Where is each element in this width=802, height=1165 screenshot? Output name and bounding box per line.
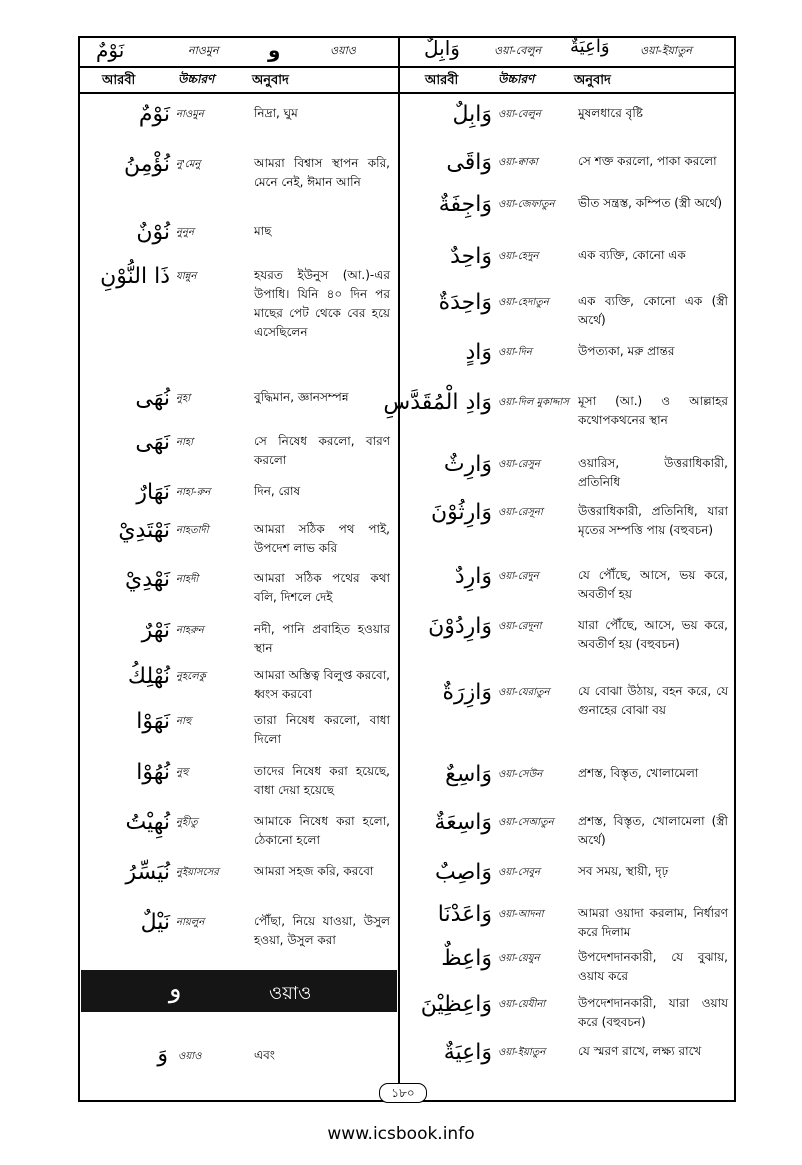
translit: ওয়া-রেসূনা [498,507,543,518]
meaning: আমরা সহজ করি, করবো [254,864,374,878]
translit: ওয়া-য়েযীনা [498,999,546,1010]
meaning: এক ব্যক্তি, কোনো এক [578,248,686,262]
arabic-word: نُوْنٌ [136,220,170,245]
arabic-word: نَوْمٌ [138,102,170,127]
translit: ওয়া-বেলুন [498,109,541,120]
arabic-word: وَارِدٌ [454,564,492,589]
translit: নাহা [176,437,194,448]
arabic-word: وَاسِعٌ [445,762,492,787]
meaning: প্রশস্ত, বিস্তৃত, খোলামেলা [578,766,699,780]
col-head-arabic-right: আরবী [425,73,459,88]
meaning: বুদ্ধিমান, জ্ঞানসম্পন্ন [254,390,349,404]
arabic-word: وَاسِعَةٌ [434,810,492,835]
arabic-word: نُؤْمِنُ [123,152,170,177]
arabic-word: وَادِ الْمُقَدَّسِ [383,390,492,415]
arabic-word: وَادٍ [465,340,492,365]
meaning: মাছ [254,224,272,238]
meaning: সব সময়, স্থায়ী, দৃঢ় [578,864,669,878]
header-left-letter: و [268,38,281,62]
arabic-word: نَيْلٌ [140,910,170,935]
meaning: আমাকে নিষেধ করা হলো, ঠেকানো হলো [254,814,390,847]
arabic-word: وَاعِظِيْنَ [420,992,492,1017]
arabic-word: نَهَوْا [136,709,170,734]
translit: নুনুন [176,227,194,238]
meaning: নদী, পানি প্রবাহিত হওয়ার স্থান [254,622,390,655]
meaning: উপদেশদানকারী, যারা ওয়ায করে (বহুবচন) [578,996,728,1029]
section-letter: و [169,974,182,1004]
translit: নাওমুন [176,109,204,120]
translit: ওয়া-দিল মুকাদ্দাস [498,397,569,408]
meaning: উত্তরাধিকারী, প্রতিনিধি, যারা মৃতের সম্পত্তি পায় (বহুবচন) [578,504,728,537]
translit: নুহু [176,767,189,778]
arabic-word: وَارِثُوْنَ [430,500,492,525]
arabic-word: نُهِيْتُ [125,810,170,835]
column-divider [398,36,400,1102]
meaning: দিন, রোষ [254,484,301,498]
translit: ওয়া-আদনা [498,909,544,920]
col-head-pron-right: উচ্চারণ [498,72,535,86]
col-head-trans-right: অনুবাদ [574,73,611,88]
translit: ওয়া-যেরাতুন [498,687,550,698]
meaning: আমরা অস্তিত্ব বিলুপ্ত করবো, ধ্বংস করবো [254,668,390,701]
section-name: ওয়াও [269,983,312,1004]
translit: ওয়া-জেফাতুন [498,199,555,210]
arabic-word: وَاجِفَةٌ [438,192,492,217]
translit: নু'মেনু [176,159,201,170]
header-left-translit: নাওমুন [188,44,219,57]
header-right-translit-1: ওয়া-বেলুন [494,44,542,57]
meaning: সে শক্ত করলো, পাকা করলো [578,154,717,168]
meaning: মূসা (আ.) ও আল্লাহর কথোপকথনের স্থান [578,394,728,427]
meaning: আমরা ওয়াদা করলাম, নির্ধারণ করে দিলাম [578,906,728,939]
translit: ওয়া-দিন [498,347,532,358]
footer-url: www.icsbook.info [327,1124,475,1144]
meaning: এক ব্যক্তি, কোনো এক (স্ত্রী অর্থে) [578,294,728,327]
col-head-pron-left: উচ্চারণ [178,72,215,86]
arabic-word: وَاحِدٌ [450,244,492,269]
translit: ওয়া-ইয়াতুন [498,1047,546,1058]
meaning: যারা পৌঁছে, আসে, ভয় করে, অবতীর্ণ হয় (বহুবচন) [578,618,728,651]
translit: নুহীতু [176,817,198,828]
arabic-word: نَهْدِيْ [124,567,170,592]
header-left-arabic: نَوْمٌ [96,38,125,62]
translit: ওয়াও [178,1051,202,1062]
section-band-waw [81,970,397,1012]
arabic-word: وَاصِبٌ [434,860,492,885]
translit: নাহদী [176,574,199,585]
translit: ওয়া-হেদুন [498,251,539,262]
translit: ওয়া-সেআতুন [498,817,554,828]
translit: নুহা [176,393,191,404]
header-right-arabic-1: وَابِلٌ [424,36,460,60]
meaning: যে পৌঁছে, আসে, ভয় করে, অবতীর্ণ হয় [578,568,728,601]
translit: নুইয়াসসের [176,867,219,878]
translit: ওয়া-রেদূনা [498,621,542,632]
arabic-word: وَاحِدَةٌ [438,290,492,315]
meaning: হযরত ইউনুস (আ.)-এর উপাধি। যিনি ৪০ দিন পর মাছের পেট থেকে বের হয়ে এসেছিলেন [254,268,390,339]
meaning: তারা নিষেধ করলো, বাধা দিলো [254,713,390,746]
arabic-word: وَاعَدْنَا [437,902,492,927]
arabic-word: نُهَى [135,386,170,411]
meaning: ওয়ারিস, উত্তরাধিকারী, প্রতিনিধি [578,456,728,489]
arabic-word: وَاقَى [446,150,492,175]
meaning: আমরা বিশ্বাস স্থাপন করি, মেনে নেই, ঈমান আনি [254,156,390,189]
translit: ওয়া-সেবুন [498,867,540,878]
meaning: যে স্মরণ রাখে, লক্ষ্য রাখে [578,1044,702,1058]
header-rule-top [80,66,734,68]
meaning: উপত্যকা, মরু প্রান্তর [578,344,675,358]
meaning: উপদেশদানকারী, যে বুঝায়, ওয়ায করে [578,950,728,983]
arabic-word: نَهْتَدِيْ [118,518,170,543]
meaning: ভীত সন্ত্রস্ত, কম্পিত (স্ত্রী অর্থে) [578,196,723,210]
arabic-word: نَهَارٌ [136,480,170,505]
arabic-word: نُهْلِكُ [127,664,170,689]
meaning: আমরা সঠিক পথের কথা বলি, দিশলে দেই [254,571,390,604]
page-number: ১৮০ [379,1083,427,1103]
header-left-letter-name: ওয়াও [330,44,356,57]
arabic-word: وَازِرَةٌ [442,680,492,705]
meaning: এবং [254,1048,275,1062]
header-right-translit-2: ওয়া-ইয়াতুন [640,44,692,57]
translit: ওয়া-য়েযুন [498,953,540,964]
translit: নাহা-রুন [176,487,211,498]
translit: নায়লুন [176,917,205,928]
translit: ওয়া-রেদুন [498,571,539,582]
translit: নাহু [176,716,192,727]
col-head-trans-left: অনুবাদ [252,73,289,88]
meaning: তাদের নিষেধ করা হয়েছে, বাধা দেয়া হয়েছে [254,764,390,797]
arabic-word: ذَا النُّوْنِ [100,264,170,289]
header-right-arabic-2: وَاعِيَةٌ [570,36,610,57]
meaning: প্রশস্ত, বিস্তৃত, খোলামেলা (স্ত্রী অর্থে) [578,814,728,847]
arabic-word: نُيَسِّرُ [125,860,170,885]
translit: ওয়া-সেউন [498,769,543,780]
arabic-word: وَاعِيَةٌ [443,1040,492,1065]
header-rule-bottom [80,92,734,94]
col-head-arabic-left: আরবী [102,73,136,88]
arabic-word: وَابِلٌ [452,102,492,127]
meaning: আমরা সঠিক পথ পাই, উপদেশ লাভ করি [254,522,390,555]
translit: নাহরুন [176,625,204,636]
meaning: পৌঁছা, নিয়ে যাওয়া, উসুল হওয়া, উসুল করা [254,914,390,947]
meaning: নিদ্রা, ঘুম [254,106,298,120]
meaning: মুষলধারে বৃষ্টি [578,106,643,120]
translit: ওয়া-ক্বাকা [498,157,538,168]
translit: ওয়া-হেদাতুন [498,297,549,308]
meaning: যে বোঝা উঠায়, বহন করে, যে গুনাহের বোঝা বয় [578,684,728,717]
arabic-word: نَهَى [135,430,170,455]
arabic-word: وَ [157,1042,168,1067]
translit: ওয়া-রেসুন [498,459,540,470]
arabic-word: نَهْرٌ [141,618,170,643]
meaning: সে নিষেধ করলো, বারণ করলো [254,434,390,467]
arabic-word: نُهُوْا [136,760,170,785]
translit: যান্নুন [176,271,197,282]
arabic-word: وَارِثٌ [443,452,492,477]
arabic-word: وَاعِظٌ [441,946,492,971]
translit: নুহলেকু [176,671,206,682]
translit: নাহতাদী [176,525,209,536]
arabic-word: وَارِدُوْنَ [428,614,492,639]
